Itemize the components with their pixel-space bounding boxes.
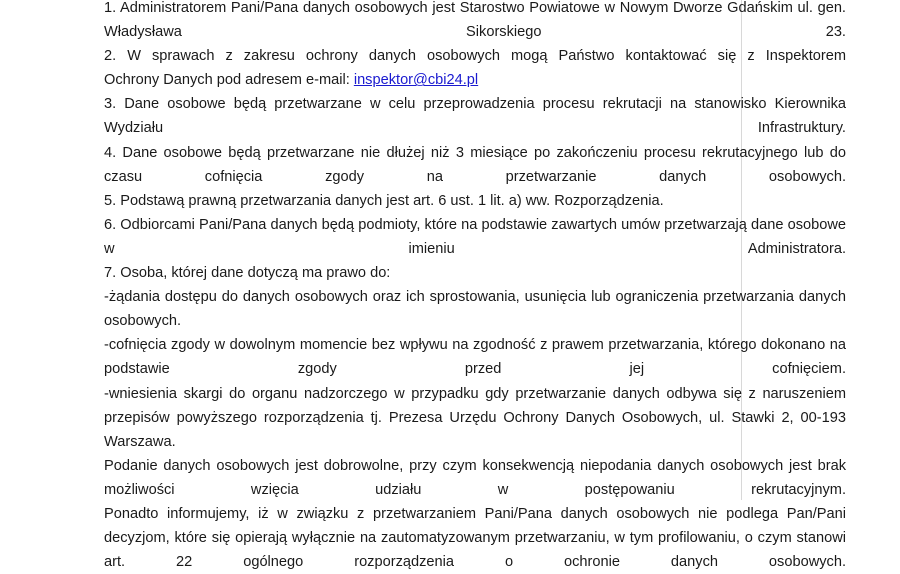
bullet-complaint: -wniesienia skargi do organu nadzorczego w przypadku gdy przetwarzanie danych odbywa się z naruszeniem przepisów powyższego rozporządzenia tj. Prezesa Urzędu Ochrony Danych Osobowych, ul. Stawki 2, 00-193 Warszawa. bbox=[104, 385, 846, 450]
paragraph-1: 1. Administratorem Pani/Pana danych osobowych jest Starostwo Powiatowe w Nowym Dworze Gdańskim ul. gen. Władysława Sikorskiego 23. bbox=[104, 0, 846, 41]
paragraph-6: 6. Odbiorcami Pani/Pana danych będą podmioty, które na podstawie zawartych umów przetwarzają dane osobowe w imieniu Administratora. bbox=[104, 216, 846, 257]
paragraph-voluntary-data: Podanie danych osobowych jest dobrowolne, przy czym konsekwencją niepodania danych osobowych jest brak możliwości wzięcia udziału w postępowaniu rekrutacyjnym. bbox=[104, 457, 846, 498]
bullet-withdraw-consent: -cofnięcia zgody w dowolnym momencie bez wpływu na zgodność z prawem przetwarzania, którego dokonano na podstawie zgody przed jej cofnięciem. bbox=[104, 337, 846, 378]
bullet-access-rights: -żądania dostępu do danych osobowych oraz ich sprostowania, usunięcia lub ograniczenia przetwarzania danych osobowych. bbox=[104, 289, 846, 330]
document-text-body bbox=[104, 0, 846, 574]
paragraph-5: 5. Podstawą prawną przetwarzania danych jest art. 6 ust. 1 lit. a) ww. Rozporządzenia. bbox=[104, 192, 664, 209]
paragraph-7: 7. Osoba, której dane dotyczą ma prawo do: bbox=[104, 265, 391, 282]
email-link[interactable]: inspektor@cbi24.pl bbox=[353, 72, 479, 89]
paragraph-2-line1: 2. W sprawach z zakresu ochrony danych osobowych mogą Państwo kontaktować się z Inspektorem bbox=[104, 48, 846, 65]
paragraph-2-line2 bbox=[104, 68, 846, 92]
paragraph-4: 4. Dane osobowe będą przetwarzane nie dłużej niż 3 miesiące po zakończeniu procesu rekrutacyjnego lub do czasu cofnięcia zgody na przetwarzanie danych osobowych. bbox=[104, 144, 846, 185]
paragraph-automated-decisions: Ponadto informujemy, iż w związku z przetwarzaniem Pani/Pana danych osobowych nie podlega Pan/Pani decyzjom, które się opierają wyłącznie na zautomatyzowanym przetwarzaniu, w tym profilowaniu, o czym stanowi art. 22 ogólnego rozporządzenia o ochronie danych osobowych. bbox=[104, 505, 846, 571]
paragraph-2-prefix: Ochrony Danych pod adresem e-mail: bbox=[104, 72, 354, 89]
paragraph-3: 3. Dane osobowe będą przetwarzane w celu przeprowadzenia procesu rekrutacji na stanowisko Kierownika Wydziału Infrastruktury. bbox=[104, 96, 846, 137]
